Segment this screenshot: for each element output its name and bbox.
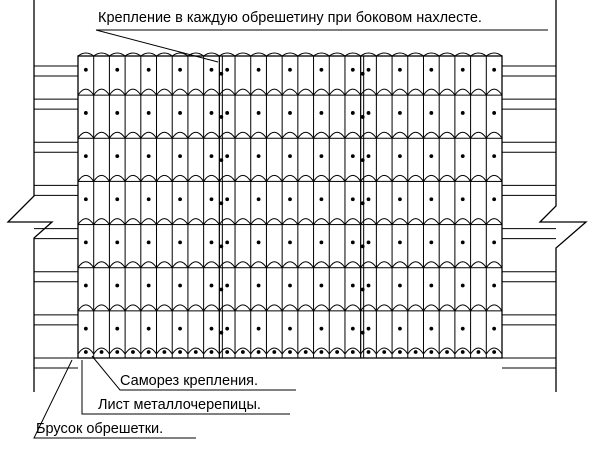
screw-3: [178, 68, 182, 72]
screw-119: [84, 350, 88, 354]
batten-left-2: [34, 142, 78, 152]
overlap-screw-101: [361, 288, 365, 292]
screw-134: [320, 350, 324, 354]
screw-55: [210, 197, 214, 201]
screw-91: [257, 284, 261, 288]
screw-108: [257, 327, 261, 331]
screw-49: [492, 154, 496, 158]
batten-left-3: [34, 185, 78, 195]
overlap-screw-95: [219, 288, 223, 292]
screw-88: [178, 284, 182, 288]
screw-122: [131, 350, 135, 354]
screw-138: [382, 350, 386, 354]
screw-125: [178, 350, 182, 354]
screw-136: [351, 350, 355, 354]
screw-34: [84, 154, 88, 158]
screw-68: [84, 240, 88, 244]
screw-99: [461, 284, 465, 288]
screw-24: [288, 111, 292, 115]
screw-129: [241, 350, 245, 354]
screw-41: [288, 154, 292, 158]
label-metal-tile-sheet: Лист металлочерепицы.: [98, 397, 261, 413]
screw-110: [320, 327, 324, 331]
screw-98: [429, 284, 433, 288]
screw-58: [288, 197, 292, 201]
screw-144: [477, 350, 481, 354]
overlap-screw-67: [361, 201, 365, 205]
screw-2: [147, 68, 151, 72]
screw-51: [84, 197, 88, 201]
screw-20: [178, 111, 182, 115]
screw-59: [320, 197, 324, 201]
screw-15: [492, 68, 496, 72]
screw-54: [178, 197, 182, 201]
screw-1: [115, 68, 119, 72]
screw-82: [461, 240, 465, 244]
screw-43: [351, 154, 355, 158]
batten-left-4: [34, 229, 78, 239]
screw-115: [429, 327, 433, 331]
screw-105: [178, 327, 182, 331]
screw-132: [288, 350, 292, 354]
screw-45: [367, 154, 371, 158]
screw-28: [367, 111, 371, 115]
screw-120: [100, 350, 104, 354]
screw-75: [288, 240, 292, 244]
batten-right-4: [502, 229, 556, 239]
batten-right-7: [502, 358, 556, 368]
screw-76: [320, 240, 324, 244]
screw-81: [429, 240, 433, 244]
screw-131: [272, 350, 276, 354]
screw-9: [351, 68, 355, 72]
overlap-screw-44: [219, 158, 223, 162]
screw-92: [288, 284, 292, 288]
screw-38: [210, 154, 214, 158]
screw-96: [367, 284, 371, 288]
screw-31: [461, 111, 465, 115]
screw-116: [461, 327, 465, 331]
screw-133: [304, 350, 308, 354]
screw-13: [429, 68, 433, 72]
label-fastening-overlap: Крепление в каждую обрешетину при боковом нахлесте.: [98, 10, 482, 26]
screw-80: [398, 240, 402, 244]
screw-6: [257, 68, 261, 72]
leader-top: [96, 30, 548, 62]
screw-137: [367, 350, 371, 354]
screw-123: [147, 350, 151, 354]
screw-90: [225, 284, 229, 288]
screw-127: [210, 350, 214, 354]
screw-46: [398, 154, 402, 158]
screw-0: [84, 68, 88, 72]
screw-140: [414, 350, 418, 354]
screw-124: [162, 350, 166, 354]
batten-right-2: [502, 142, 556, 152]
screw-114: [398, 327, 402, 331]
screw-12: [398, 68, 402, 72]
screw-69: [115, 240, 119, 244]
tile-field-outline: [78, 56, 502, 358]
screw-126: [194, 350, 198, 354]
screw-135: [335, 350, 339, 354]
screw-79: [367, 240, 371, 244]
screw-53: [147, 197, 151, 201]
screw-113: [367, 327, 371, 331]
screw-56: [225, 197, 229, 201]
screw-14: [461, 68, 465, 72]
screw-94: [351, 284, 355, 288]
screw-143: [461, 350, 465, 354]
screw-87: [147, 284, 151, 288]
screw-52: [115, 197, 119, 201]
overlap-screw-112: [219, 331, 223, 335]
batten-right-0: [502, 66, 556, 76]
screw-106: [210, 327, 214, 331]
screw-47: [429, 154, 433, 158]
screw-86: [115, 284, 119, 288]
screw-19: [147, 111, 151, 115]
batten-left-0: [34, 66, 78, 76]
screw-17: [84, 111, 88, 115]
overlap-screw-78: [219, 244, 223, 248]
screw-25: [320, 111, 324, 115]
screw-141: [429, 350, 433, 354]
screw-40: [257, 154, 261, 158]
screw-4: [210, 68, 214, 72]
screw-66: [492, 197, 496, 201]
screw-62: [367, 197, 371, 201]
label-screw: Саморез крепления.: [120, 373, 259, 389]
screw-145: [492, 350, 496, 354]
screw-39: [225, 154, 229, 158]
screw-30: [429, 111, 433, 115]
screw-103: [115, 327, 119, 331]
overlap-screw-50: [361, 158, 365, 162]
batten-right-5: [502, 272, 556, 282]
rafter-outline-left: [8, 0, 52, 392]
rafter-outline-right: [540, 0, 586, 392]
screw-139: [398, 350, 402, 354]
screw-128: [225, 350, 229, 354]
screw-72: [210, 240, 214, 244]
screw-74: [257, 240, 261, 244]
screw-63: [398, 197, 402, 201]
screw-8: [320, 68, 324, 72]
screw-107: [225, 327, 229, 331]
screw-93: [320, 284, 324, 288]
batten-left-6: [34, 315, 78, 325]
screw-97: [398, 284, 402, 288]
screw-21: [210, 111, 214, 115]
screw-64: [429, 197, 433, 201]
screw-18: [115, 111, 119, 115]
screw-130: [257, 350, 261, 354]
screw-57: [257, 197, 261, 201]
overlap-screw-10: [219, 72, 223, 76]
batten-right-6: [502, 315, 556, 325]
metal-tile-sheet-2: [219, 53, 360, 358]
batten-right-3: [502, 185, 556, 195]
screw-32: [492, 111, 496, 115]
overlap-screw-33: [361, 115, 365, 119]
screw-77: [351, 240, 355, 244]
screw-7: [288, 68, 292, 72]
screw-121: [115, 350, 119, 354]
batten-left-7: [34, 358, 78, 368]
screw-65: [461, 197, 465, 201]
screw-70: [147, 240, 151, 244]
overlap-screw-118: [361, 331, 365, 335]
metal-tile-sheets: [78, 53, 502, 358]
overlap-screw-27: [219, 115, 223, 119]
overlap-screw-16: [361, 72, 365, 76]
batten-left-1: [34, 99, 78, 109]
metal-tile-sheet-1: [78, 53, 219, 358]
screw-48: [461, 154, 465, 158]
batten-left-5: [34, 272, 78, 282]
overlap-screw-61: [219, 201, 223, 205]
screw-117: [492, 327, 496, 331]
screw-102: [84, 327, 88, 331]
screw-85: [84, 284, 88, 288]
screw-100: [492, 284, 496, 288]
screw-37: [178, 154, 182, 158]
screw-111: [351, 327, 355, 331]
screw-109: [288, 327, 292, 331]
screw-104: [147, 327, 151, 331]
screw-26: [351, 111, 355, 115]
screw-83: [492, 240, 496, 244]
screw-89: [210, 284, 214, 288]
metal-tile-sheet-3: [361, 53, 502, 358]
screw-36: [147, 154, 151, 158]
label-batten: Брусок обрешетки.: [36, 421, 164, 437]
screw-11: [367, 68, 371, 72]
screw-71: [178, 240, 182, 244]
battens: [34, 66, 556, 368]
overlap-screw-84: [361, 244, 365, 248]
screw-23: [257, 111, 261, 115]
screw-142: [445, 350, 449, 354]
screw-22: [225, 111, 229, 115]
screw-73: [225, 240, 229, 244]
screw-29: [398, 111, 402, 115]
batten-right-1: [502, 99, 556, 109]
screw-5: [225, 68, 229, 72]
screw-42: [320, 154, 324, 158]
screw-35: [115, 154, 119, 158]
screw-60: [351, 197, 355, 201]
